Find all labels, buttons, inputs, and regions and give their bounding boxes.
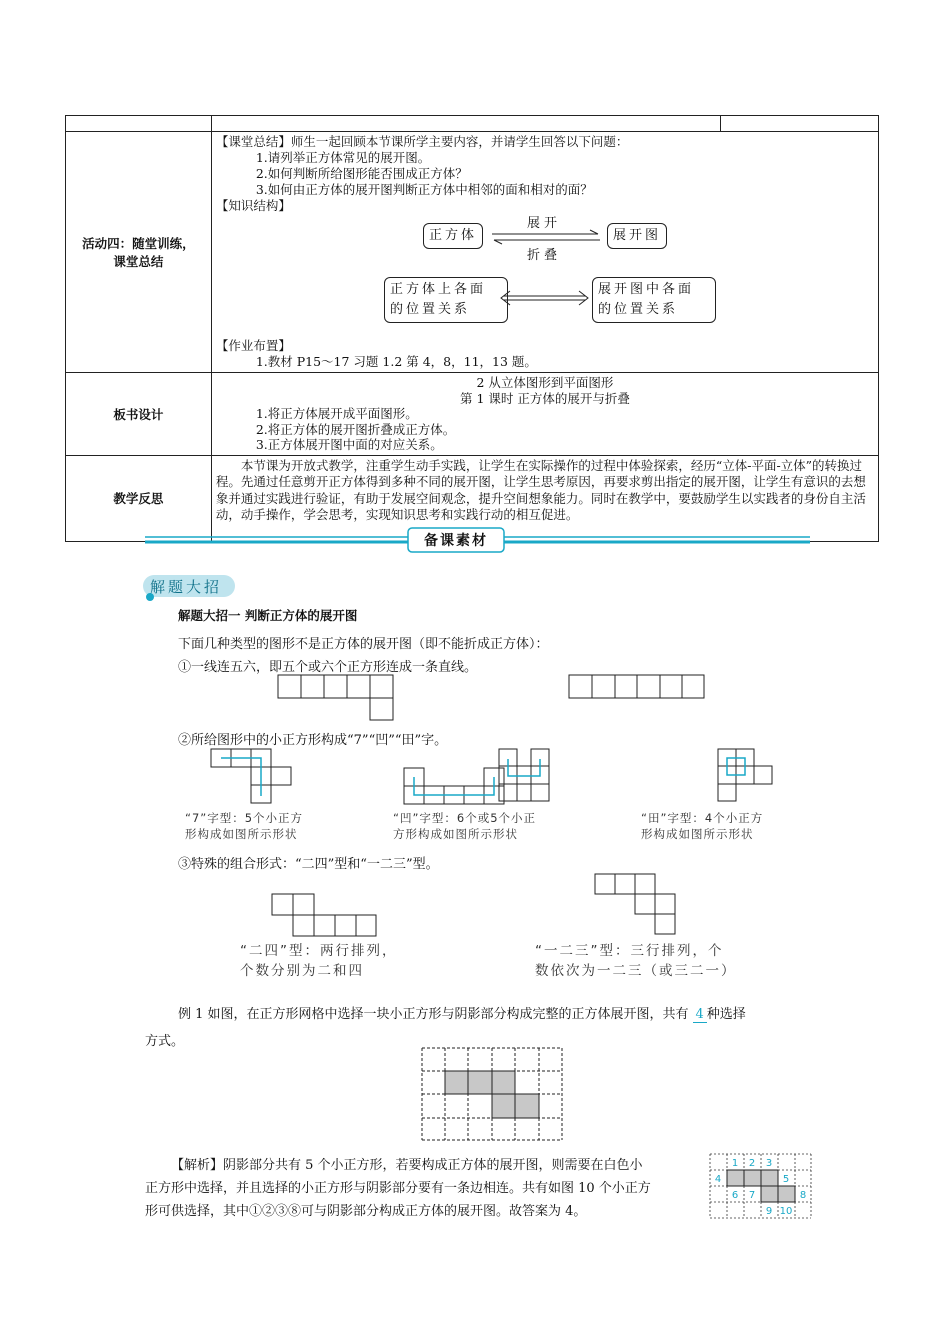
grid-num-6: 6 (731, 1190, 739, 1201)
reflection-text: 本节课为开放式教学，注重学生动手实践，让学生在实际操作的过程中体验探索，经历“立体-平面-立体”的转换过程。先通过任意剪开正方体得到多种不同的展开图，让学生思考原因，再要求剪出指定的展开图，让学生有意识的去想象并通过实践进行验证，有助于发展空间观念，提升空间想象能力。同时在教学中，要鼓励学生以实践者的身份自主活动，动手操作，学会思考，实现知识思考和实践行动的相互促进。 (215, 457, 866, 522)
section-badge: 解题大招 (150, 578, 223, 596)
activity4-label: 活动四：随堂训练， 课堂总结 (66, 132, 212, 373)
grid-num-3: 3 (765, 1158, 773, 1169)
net-line5-with-tail (278, 675, 393, 720)
knowledge-arrows (492, 230, 600, 305)
net-ao-shape-2 (499, 749, 549, 801)
net-tian-shape (718, 749, 772, 801)
homework-item: 1.教材 P15～17 习题 1.2 第 4，8，11，13 题。 (255, 354, 537, 369)
caption-one-two-three: “一二三”型：三行排列，个 数依次为一二三（或三二一） (535, 943, 737, 979)
question-2: 2.如何判断所给图形能否围成正方体？ (255, 166, 468, 181)
caption-ao: “凹”字型：6个或5个小正 方形构成如图所示形状 (393, 811, 537, 841)
case1-text: ①一线连五六，即五个或六个正方形连成一条直线。 (178, 660, 478, 675)
reflection-label: 教学反思 (66, 455, 212, 541)
caption-two-four: “二四”型：两行排列， 个数分别为二和四 (240, 943, 398, 979)
summary-intro: 【课堂总结】师生一起回顾本节课所学主要内容，并请学生回答以下问题： (215, 134, 629, 149)
example1-line1: 例 1 如图，在正方形网格中选择一块小正方形与阴影部分构成完整的正方体展开图，共有 4 种选择 (178, 1007, 746, 1022)
example-grid (422, 1048, 562, 1140)
board-item3: 3.正方体展开图中面的对应关系。 (255, 437, 443, 452)
method1-title: 解题大招一 判断正方体的展开图 (178, 608, 358, 623)
grid-num-4: 4 (714, 1174, 722, 1185)
grid-num-10: 10 (779, 1206, 793, 1217)
box-cube-faces: 正方体上各面 的位置关系 (384, 277, 508, 323)
question-3: 3.如何由正方体的展开图判断正方体中相邻的面和相对的面？ (255, 182, 593, 197)
net-ao-shape (404, 768, 504, 804)
question-1: 1.请列举正方体常见的展开图。 (255, 150, 431, 165)
double-arrow (501, 291, 588, 305)
example1-answer: 4 (693, 1007, 707, 1023)
board-title1: 2 从立体图形到平面图形 (476, 375, 614, 390)
board-label: 板书设计 (66, 373, 212, 456)
intro-text: 下面几种类型的图形不是正方体的展开图（即不能折成正方体）： (178, 637, 549, 652)
caption-seven: “7”字型：5个小正方 形构成如图所示形状 (185, 811, 304, 841)
board-item1: 1.将正方体展开成平面图形。 (255, 406, 418, 421)
box-net: 展开图 (607, 223, 667, 249)
case2-text: ②所给图形中的小正方形构成“7”“凹”“田”字。 (178, 733, 448, 748)
board-title2: 第 1 课时 正方体的展开与折叠 (459, 390, 630, 406)
example1-line2: 方式。 (145, 1034, 185, 1049)
arrow-label-unfold: 展开 (527, 216, 562, 231)
banner-title: 备课素材 (424, 533, 488, 549)
grid-num-8: 8 (799, 1190, 807, 1201)
grid-num-1: 1 (731, 1158, 739, 1169)
arrow-label-fold: 折叠 (527, 248, 562, 263)
net-line6 (569, 675, 704, 698)
caption-tian: “田”字型：4个小正方 形构成如图所示形状 (641, 811, 764, 841)
grid-num-7: 7 (748, 1190, 756, 1201)
grid-num-5: 5 (782, 1174, 790, 1185)
net-seven-shape (211, 749, 291, 803)
board-item2: 2.将正方体的展开图折叠成正方体。 (255, 421, 456, 437)
grid-num-2: 2 (748, 1158, 756, 1169)
case3-text: ③特殊的组合形式：“二四”型和“一二三”型。 (178, 857, 439, 872)
box-net-faces: 展开图中各面 的位置关系 (592, 277, 716, 323)
box-cube: 正方体 (423, 223, 483, 249)
knowledge-title: 【知识结构】 (215, 198, 291, 213)
analysis-grid (710, 1154, 811, 1218)
net-two-four (272, 894, 376, 936)
net-one-two-three (595, 874, 675, 934)
homework-title: 【作业布置】 (215, 338, 291, 353)
grid-num-9: 9 (765, 1206, 773, 1217)
analysis-text: 【解析】阴影部分共有 5 个小正方形，若要构成正方体的展开图，则需要在白色小 正方形中选择，并且选择的小正方形与阴影部分要有一条边相连。共有如图 10 个小正方 形可供选择，其中①②③⑧可与阴影部分构成正方体的展开图。故答案为 4。 (145, 1158, 651, 1219)
